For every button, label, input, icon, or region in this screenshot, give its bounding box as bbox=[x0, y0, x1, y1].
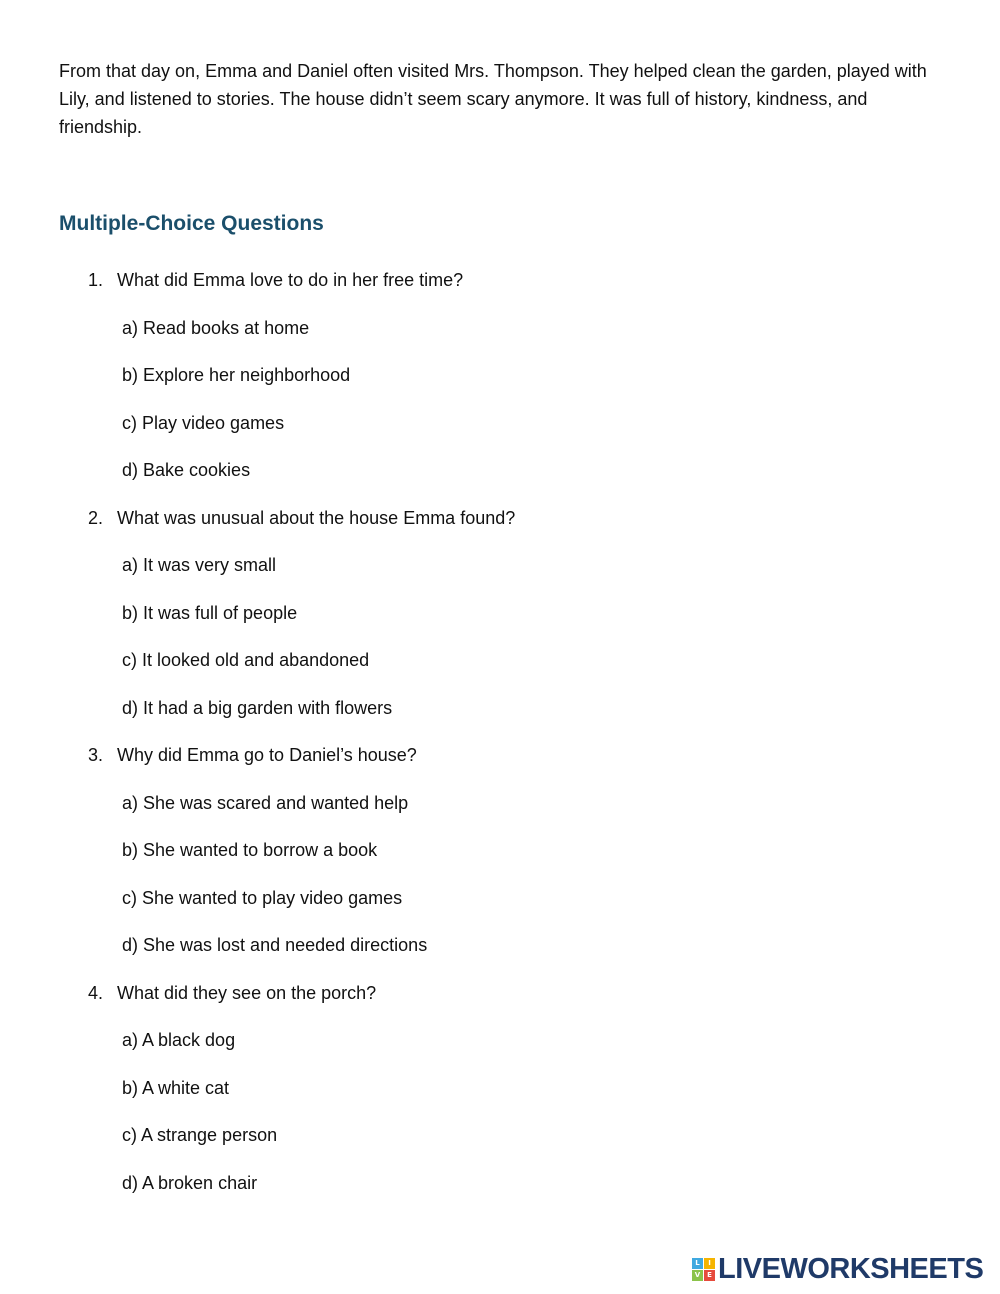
answer-option-c: c) It looked old and abandoned bbox=[122, 650, 370, 670]
answer-option-d: d) A broken chair bbox=[122, 1172, 258, 1193]
answer-option-a: a) Read books at home bbox=[122, 317, 310, 338]
answer-option-b: b) She wanted to borrow a book bbox=[122, 840, 378, 860]
question-list bbox=[0, 262, 1000, 1212]
answer-options bbox=[0, 1022, 1000, 1212]
answer-options bbox=[0, 310, 1000, 500]
answer-option-a: a) It was very small bbox=[122, 555, 277, 575]
answer-option-d: d) Bake cookies bbox=[122, 460, 251, 480]
question-2 bbox=[0, 500, 1000, 738]
answer-option-d: d) She was lost and needed directions bbox=[122, 935, 428, 955]
story-paragraph: From that day on, Emma and Daniel often visited Mrs. Thompson. They helped clean the garden, played with Lily, and listened to stories. The house didn’t seem scary anymore. It was full of history, kindness, and friendship. bbox=[59, 61, 927, 137]
answer-option-b: b) Explore her neighborhood bbox=[122, 365, 351, 385]
logo-square: V bbox=[692, 1270, 703, 1281]
question-prompt bbox=[0, 262, 1000, 310]
question-prompt bbox=[0, 500, 1000, 548]
logo-square: I bbox=[704, 1258, 715, 1269]
answer-option-a: a) She was scared and wanted help bbox=[122, 792, 409, 813]
answer-option-c: c) She wanted to play video games bbox=[122, 887, 403, 908]
question-text: Why did Emma go to Daniel’s house? bbox=[117, 745, 417, 765]
answer-option-b: b) A white cat bbox=[122, 1077, 230, 1098]
answer-option-b: b) It was full of people bbox=[122, 602, 298, 623]
answer-option-c: c) Play video games bbox=[122, 412, 285, 433]
answer-options bbox=[0, 785, 1000, 975]
logo-square: L bbox=[692, 1258, 703, 1269]
question-number: 4. bbox=[88, 982, 104, 1003]
logo-square: E bbox=[704, 1270, 715, 1281]
question-1 bbox=[0, 262, 1000, 500]
question-number: 1. bbox=[88, 270, 104, 290]
answer-option-a: a) A black dog bbox=[122, 1030, 236, 1050]
question-4 bbox=[0, 975, 1000, 1213]
section-title: Multiple-Choice Questions bbox=[59, 212, 324, 235]
logo-wordmark: LIVEWORKSHEETS bbox=[718, 1253, 984, 1285]
question-prompt bbox=[0, 737, 1000, 785]
question-prompt bbox=[0, 975, 1000, 1023]
answer-option-c: c) A strange person bbox=[122, 1125, 278, 1145]
question-text: What did Emma love to do in her free time? bbox=[117, 270, 464, 290]
question-text: What did they see on the porch? bbox=[117, 982, 377, 1003]
question-text: What was unusual about the house Emma found? bbox=[117, 507, 516, 528]
liveworksheets-logo[interactable] bbox=[692, 1252, 983, 1286]
logo-mark-icon bbox=[692, 1258, 715, 1281]
answer-option-d: d) It had a big garden with flowers bbox=[122, 697, 393, 718]
question-number: 2. bbox=[88, 507, 104, 528]
answer-options bbox=[0, 547, 1000, 737]
question-number: 3. bbox=[88, 745, 104, 765]
question-3 bbox=[0, 737, 1000, 975]
